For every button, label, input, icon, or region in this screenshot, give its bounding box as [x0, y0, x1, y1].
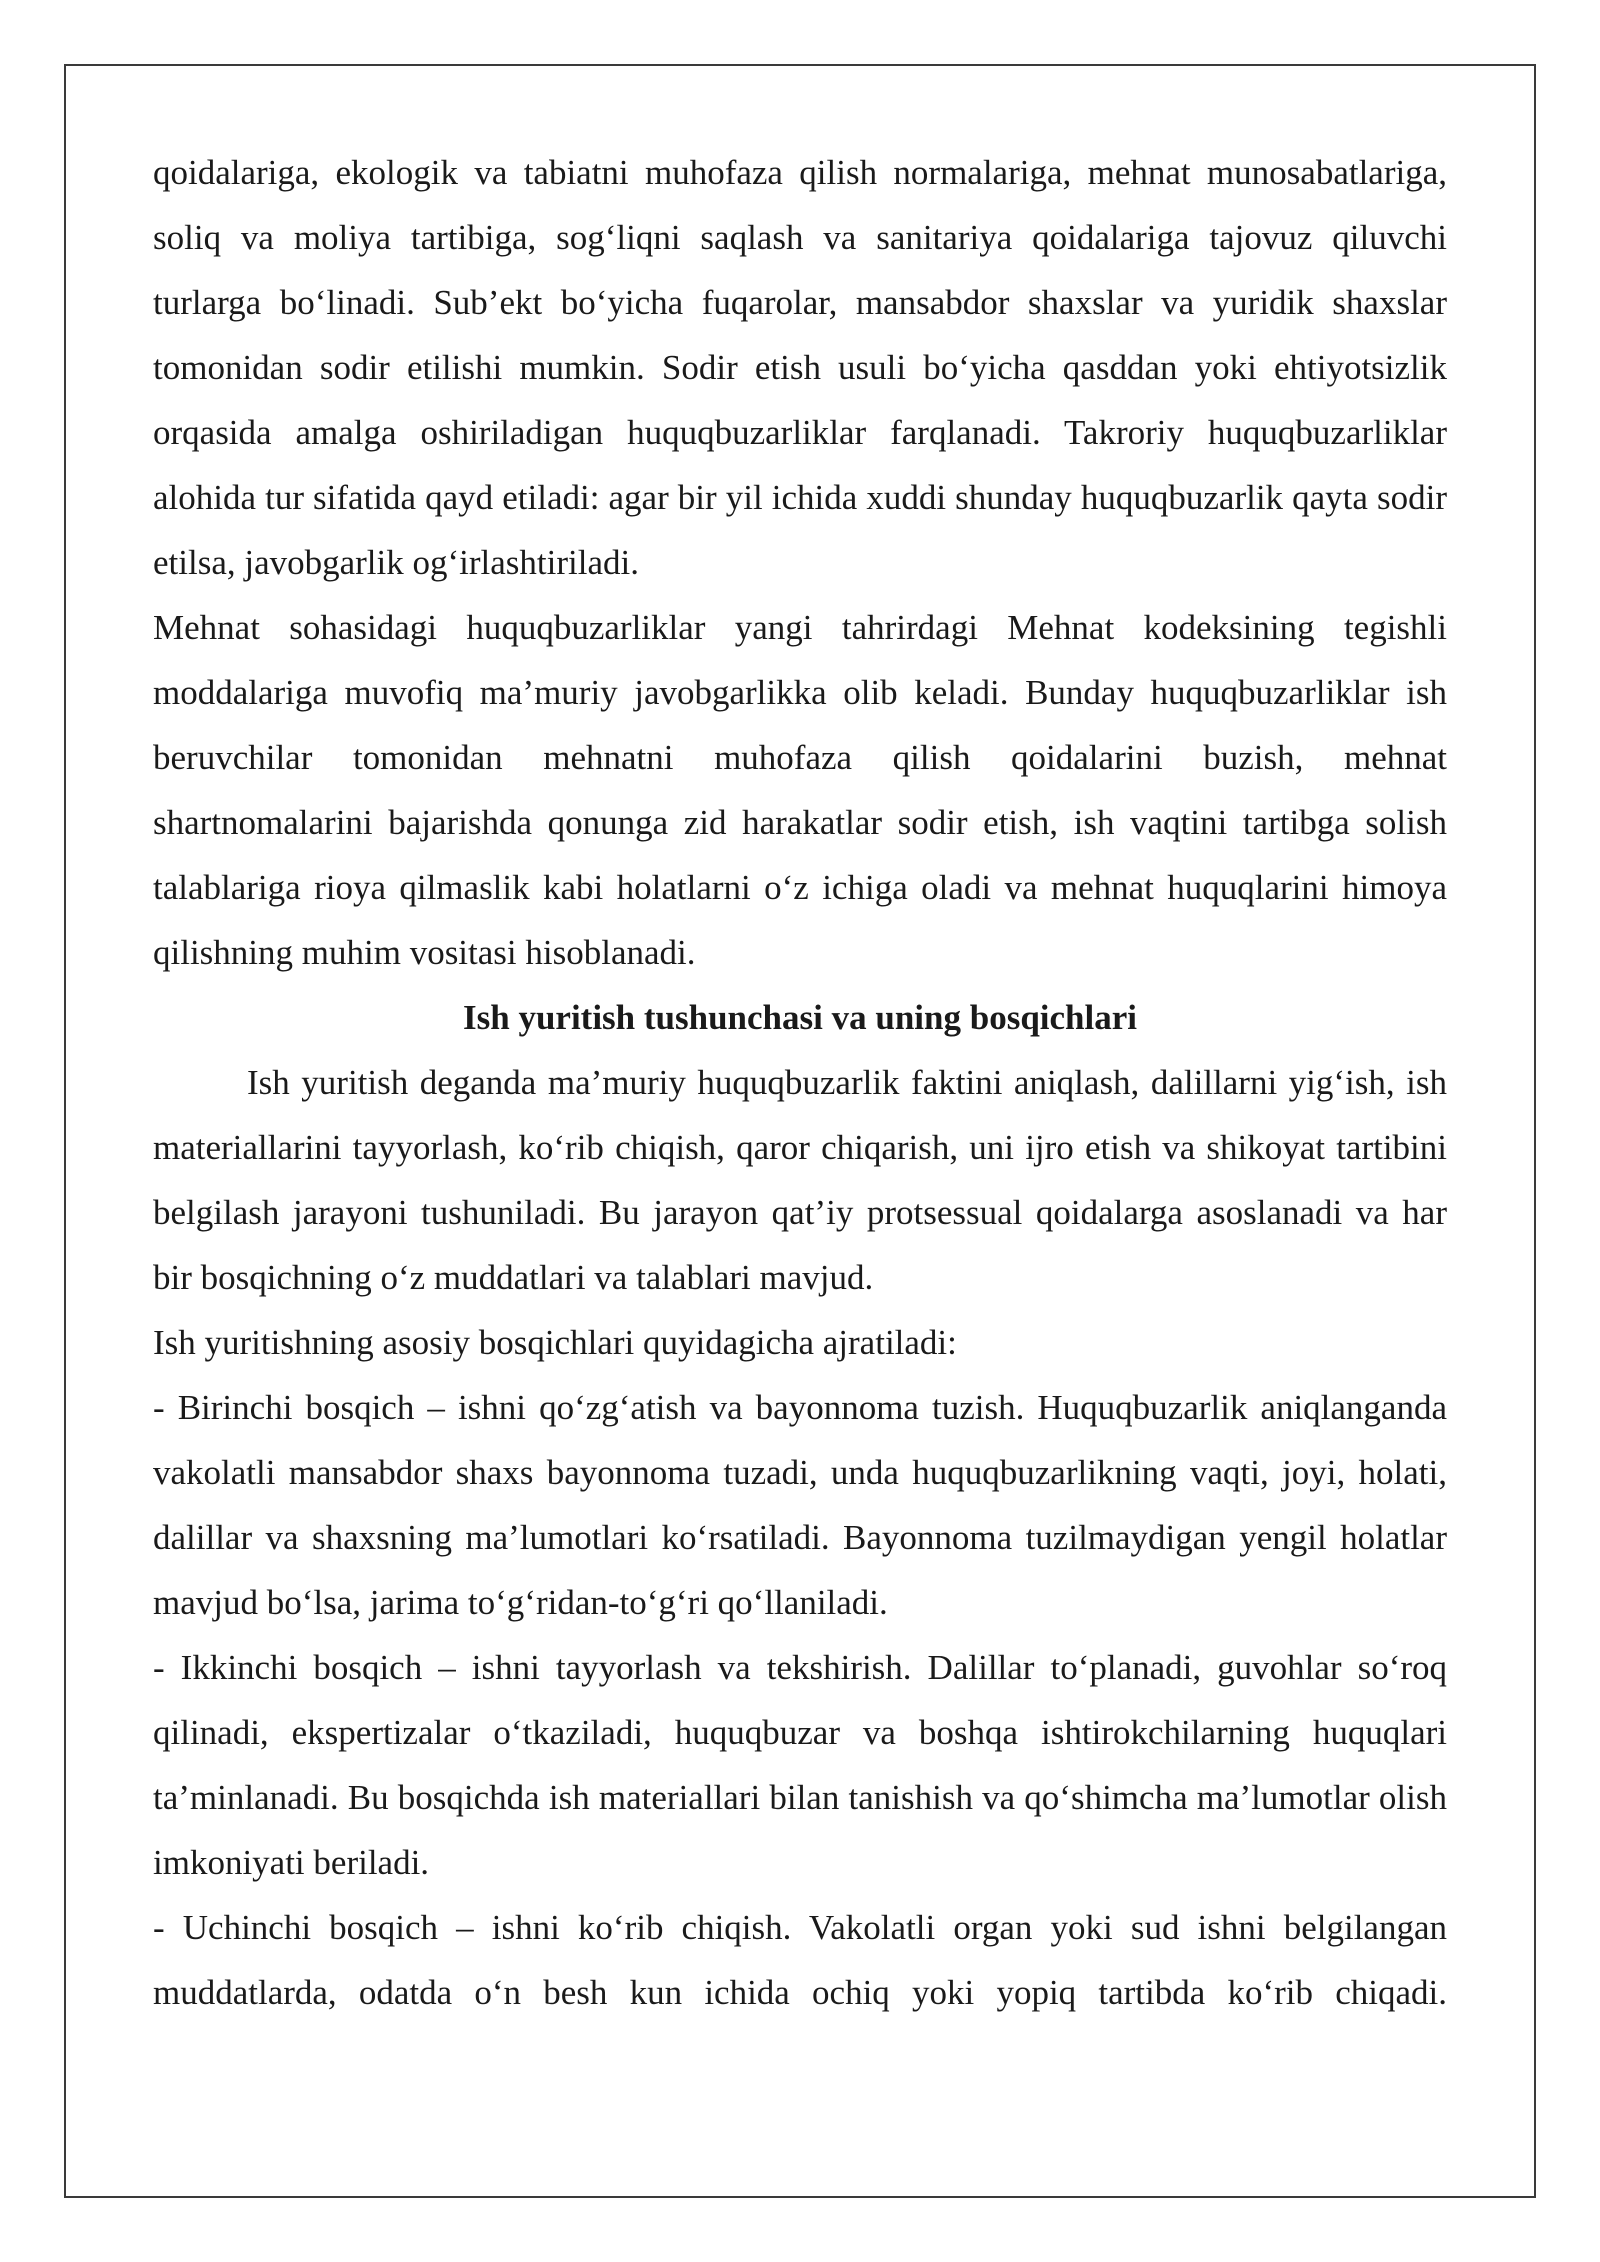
paragraph-offense-types: qoidalariga, ekologik va tabiatni muhofaza qilish normalariga, mehnat munosabatlariga, soliq va moliya tartibiga, sog‘liqni saqlash va sanitariya qoidalariga tajovuz qiluvchi turlarga bo‘linadi. Sub’ekt bo‘yicha fuqarolar, mansabdor shaxslar va yuridik shaxslar tomonidan sodir etilishi mumkin. Sodir etish usuli bo‘yicha qasddan yoki ehtiyotsizlik orqasida amalga oshiriladigan huquqbuzarliklar farqlanadi. Takroriy huquqbuzarliklar alohida tur sifatida qayd etiladi: agar bir yil ichida xuddi shunday huquqbuzarlik qayta sodir etilsa, javobgarlik og‘irlashtiriladi. [153, 153, 1447, 582]
section-heading: Ish yuritish tushunchasi va uning bosqichlari [462, 998, 1137, 1037]
paragraph-stage-one: - Birinchi bosqich – ishni qo‘zg‘atish va bayonnoma tuzish. Huquqbuzarlik aniqlanganda vakolatli mansabdor shaxs bayonnoma tuzadi, unda huquqbuzarlikning vaqti, joyi, holati, dalillar va shaxsning ma’lumotlari ko‘rsatiladi. Bayonnoma tuzilmaydigan yengil holatlar mavjud bo‘lsa, jarima to‘g‘ridan-to‘g‘ri qo‘llaniladi. [153, 1388, 1447, 1622]
paragraph-stage-two: - Ikkinchi bosqich – ishni tayyorlash va tekshirish. Dalillar to‘planadi, guvohlar so‘roq qilinadi, ekspertizalar o‘tkaziladi, huquqbuzar va boshqa ishtirokchilarning huquqlari ta’minlanadi. Bu bosqichda ish materiallari bilan tanishish va qo‘shimcha ma’lumotlar olish imkoniyati beriladi. [153, 1648, 1447, 1882]
paragraph-proceedings-definition: Ish yuritish deganda ma’muriy huquqbuzarlik faktini aniqlash, dalillarni yig‘ish, ish materiallarini tayyorlash, ko‘rib chiqish, qaror chiqarish, uni ijro etish va shikoyat tartibini belgilash jarayoni tushuniladi. Bu jarayon qat’iy protsessual qoidalarga asoslanadi va har bir bosqichning o‘z muddatlari va talablari mavjud. [153, 1063, 1447, 1297]
paragraph-stage-three: - Uchinchi bosqich – ishni ko‘rib chiqish. Vakolatli organ yoki sud ishni belgilangan muddatlarda, odatda o‘n besh kun ichida ochiq yoki yopiq tartibda ko‘rib chiqadi. [153, 1908, 1447, 2012]
paragraph-stages-intro: Ish yuritishning asosiy bosqichlari quyidagicha ajratiladi: [153, 1323, 957, 1362]
paragraph-labor-offenses: Mehnat sohasidagi huquqbuzarliklar yangi tahrirdagi Mehnat kodeksining tegishli moddalariga muvofiq ma’muriy javobgarlikka olib keladi. Bunday huquqbuzarliklar ish beruvchilar tomonidan mehnatni muhofaza qilish qoidalarini buzish, mehnat shartnomalarini bajarishda qonunga zid harakatlar sodir etish, ish vaqtini tartibga solish talablariga rioya qilmaslik kabi holatlarni o‘z ichiga oladi va mehnat huquqlarini himoya qilishning muhim vositasi hisoblanadi. [153, 608, 1447, 972]
document-body [153, 140, 1447, 2025]
